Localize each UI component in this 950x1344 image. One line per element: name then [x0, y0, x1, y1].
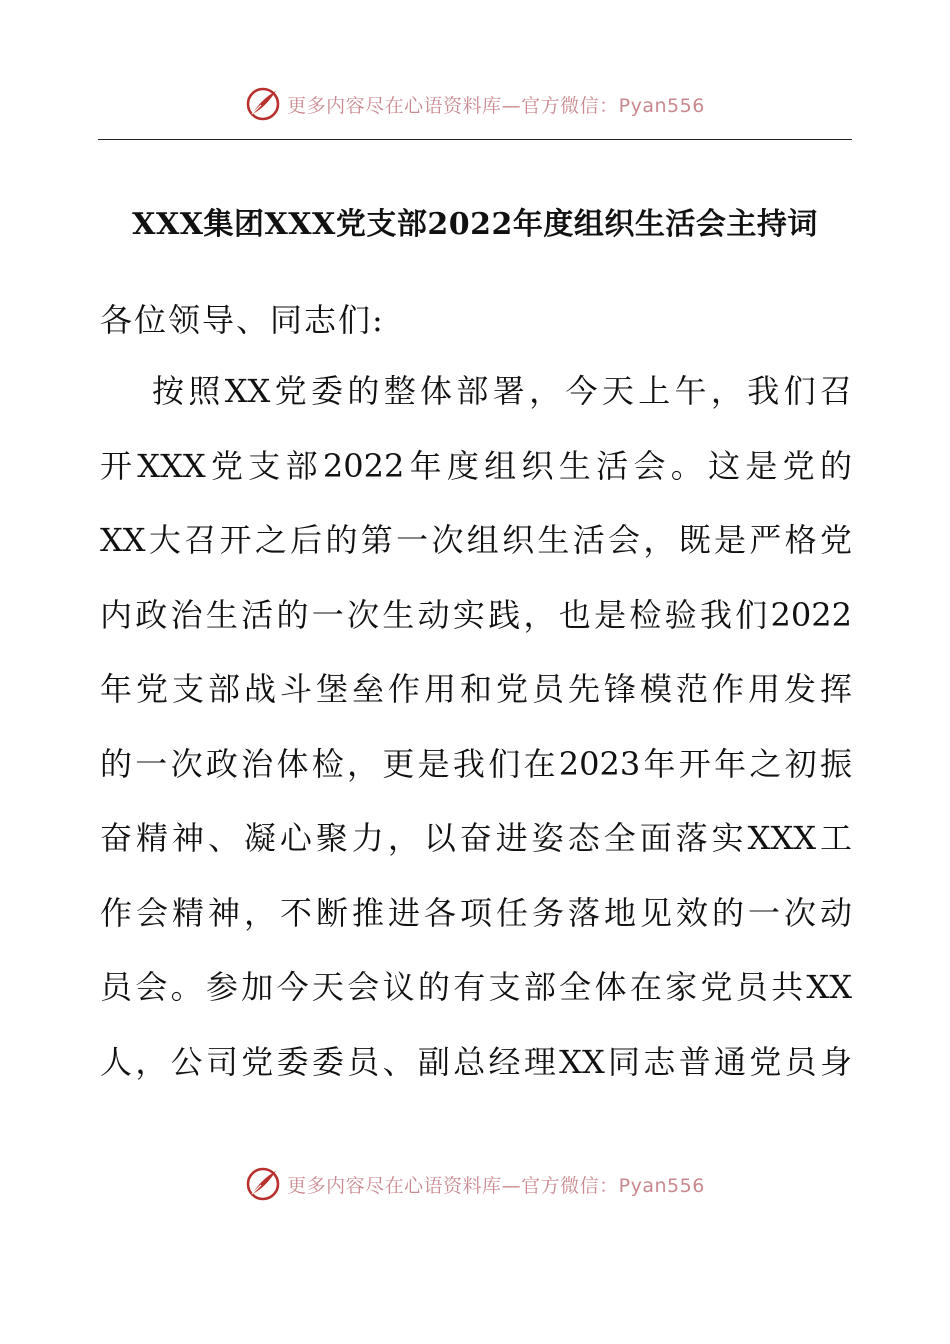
- paragraph-line: 年党支部战斗堡垒作用和党员先锋模范作用发挥: [100, 670, 852, 708]
- quill-logo-icon: [245, 86, 281, 122]
- salutation: 各位领导、同志们:: [100, 301, 385, 339]
- paragraph-line: 的一次政治体检，更是我们在2023年开年之初振: [100, 744, 852, 783]
- paragraph-line: 开XXX党支部2022年度组织生活会。这是党的: [100, 446, 852, 485]
- header-banner-text: 更多内容尽在心语资料库—官方微信：Pyan556: [287, 94, 705, 117]
- paragraph-line: 人，公司党委委员、副总经理XX同志普通党员身: [100, 1042, 852, 1081]
- paragraph-line: 内政治生活的一次生动实践，也是检验我们2022: [100, 595, 852, 634]
- footer-banner-text: 更多内容尽在心语资料库—官方微信：Pyan556: [287, 1174, 705, 1197]
- document-title: XXX集团XXX党支部2022年度组织生活会主持词: [132, 207, 818, 242]
- paragraph-line: 奋精神、凝心聚力，以奋进姿态全面落实XXX工: [100, 819, 852, 857]
- paragraph-line: 员会。参加今天会议的有支部全体在家党员共XX: [100, 968, 852, 1006]
- footer-banner: [0, 1160, 950, 1208]
- paragraph-line: XX大召开之后的第一次组织生活会，既是严格党: [100, 521, 852, 559]
- quill-logo-icon: [245, 1166, 281, 1202]
- body-paragraph: [100, 354, 852, 1099]
- header-banner: [0, 80, 950, 128]
- paragraph-line: 按照XX党委的整体部署，今天上午，我们召: [152, 372, 852, 410]
- header-divider: [98, 139, 852, 140]
- paragraph-line: 作会精神，不断推进各项任务落地见效的一次动: [100, 893, 852, 932]
